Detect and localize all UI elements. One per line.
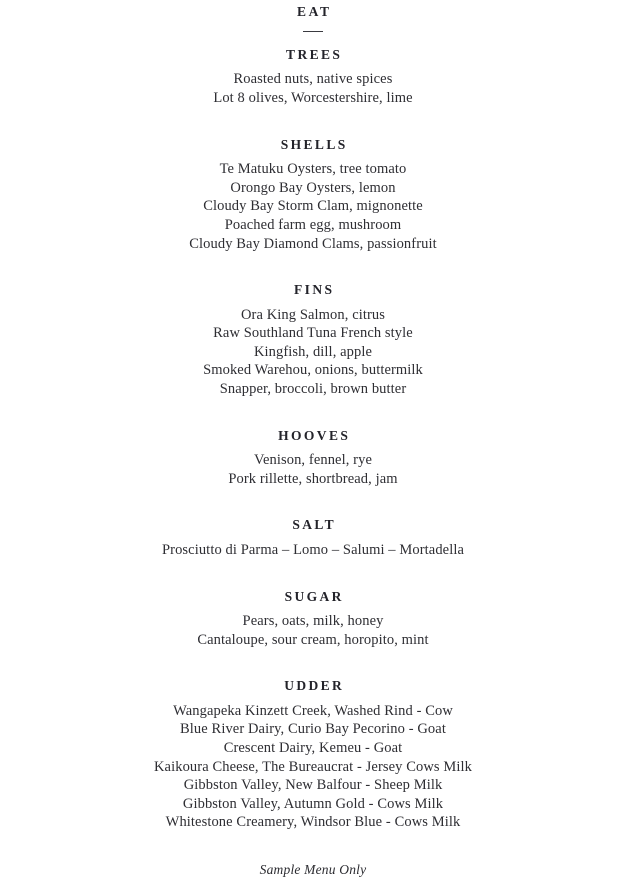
section-heading: SUGAR xyxy=(284,588,344,604)
menu-item: Cantaloupe, sour cream, horopito, mint xyxy=(197,631,429,648)
menu-section xyxy=(0,46,626,108)
menu-item: Orongo Bay Oysters, lemon xyxy=(230,179,396,196)
menu-item: Gibbston Valley, New Balfour - Sheep Milk xyxy=(183,777,443,794)
section-heading: UDDER xyxy=(284,678,345,694)
menu-item: Te Matuku Oysters, tree tomato xyxy=(219,161,407,178)
menu-item: Snapper, broccoli, brown butter xyxy=(219,381,407,398)
section-item-list xyxy=(0,306,626,399)
menu-item: Blue River Dairy, Curio Bay Pecorino - Goat xyxy=(180,721,446,738)
menu-item: Prosciutto di Parma – Lomo – Salumi – Mortadella xyxy=(161,541,464,558)
menu-item: Roasted nuts, native spices xyxy=(233,71,393,88)
menu-item: Kingfish, dill, apple xyxy=(253,343,373,360)
menu-item: Gibbston Valley, Autumn Gold - Cows Milk xyxy=(182,795,444,812)
menu-section xyxy=(0,427,626,489)
menu-item: Raw Southland Tuna French style xyxy=(213,325,413,342)
menu-item: Whitestone Creamery, Windsor Blue - Cows Milk xyxy=(165,814,461,831)
menu-item: Wangapeka Kinzett Creek, Washed Rind - Cow xyxy=(173,702,453,719)
menu-item: Pears, oats, milk, honey xyxy=(242,613,384,630)
section-heading: FINS xyxy=(294,282,335,298)
section-heading: SALT xyxy=(292,517,337,533)
menu-section xyxy=(0,516,626,559)
section-heading: SHELLS xyxy=(280,136,348,152)
menu-item: Cloudy Bay Storm Clam, mignonette xyxy=(203,198,423,215)
page-title: EAT xyxy=(297,4,332,19)
menu-item: Cloudy Bay Diamond Clams, passionfruit xyxy=(189,235,437,252)
section-item-list xyxy=(0,702,626,832)
menu-section xyxy=(0,281,626,399)
section-heading: TREES xyxy=(286,46,343,62)
section-item-list xyxy=(0,70,626,107)
menu-item: Ora King Salmon, citrus xyxy=(240,306,386,323)
title-divider-rule xyxy=(303,31,323,32)
menu-item: Smoked Warehou, onions, buttermilk xyxy=(203,362,423,379)
menu-item: Pork rillette, shortbread, jam xyxy=(228,470,398,487)
menu-item: Crescent Dairy, Kemeu - Goat xyxy=(223,739,403,756)
menu-sections xyxy=(0,46,626,832)
sample-menu-note: Sample Menu Only xyxy=(259,861,367,877)
section-heading: HOOVES xyxy=(278,427,351,443)
menu-item: Venison, fennel, rye xyxy=(254,452,372,469)
section-item-list xyxy=(0,541,626,560)
section-item-list xyxy=(0,612,626,649)
menu-item: Kaikoura Cheese, The Bureaucrat - Jersey Cows Milk xyxy=(153,758,472,775)
menu-section xyxy=(0,136,626,254)
section-item-list xyxy=(0,160,626,253)
menu-section xyxy=(0,588,626,650)
menu-section xyxy=(0,677,626,832)
menu-item: Lot 8 olives, Worcestershire, lime xyxy=(213,90,413,107)
menu-item: Poached farm egg, mushroom xyxy=(224,216,402,233)
section-item-list xyxy=(0,451,626,488)
